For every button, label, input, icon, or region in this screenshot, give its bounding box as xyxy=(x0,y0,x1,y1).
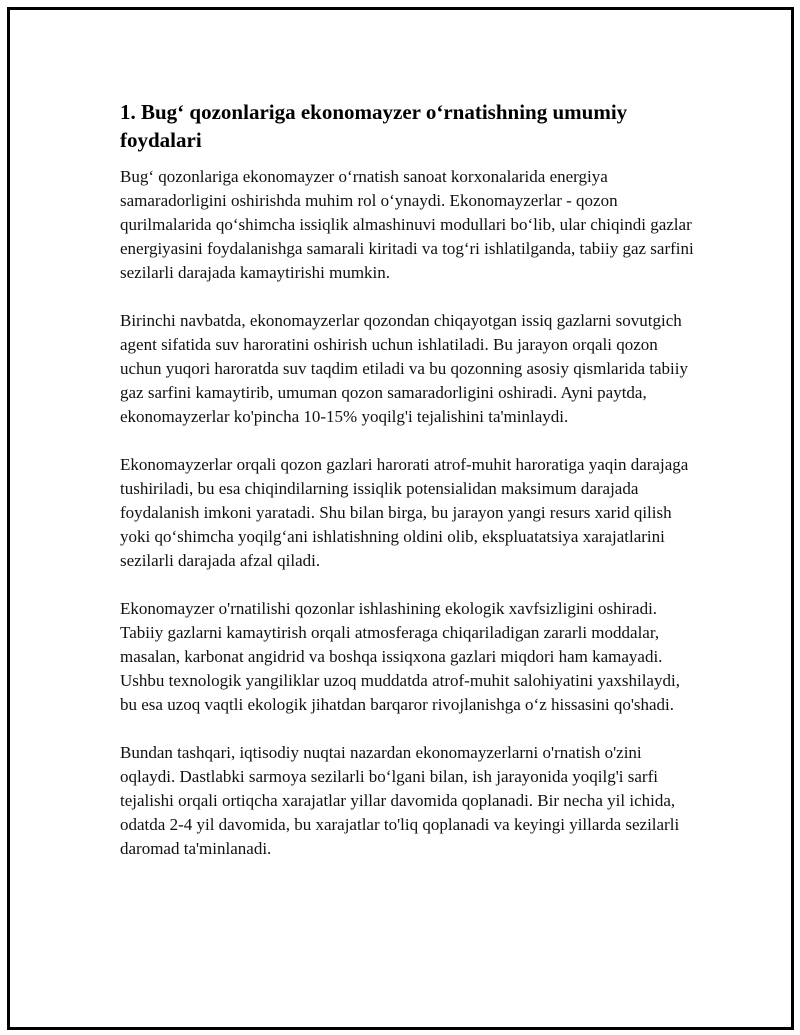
paragraph-first-point: Birinchi navbatda, ekonomayzerlar qozondan chiqayotgan issiq gazlarni sovutgich agent sifatida suv haroratini oshirish uchun ishlatiladi. Bu jarayon orqali qozon uchun yuqori haroratda suv taqdim etiladi va bu qozonning asosiy qismlarida tabiiy gaz sarfini kamaytirib, umuman qozon samaradorligini oshiradi. Ayni paytda, ekonomayzerlar ko'pincha 10-15% yoqilg'i tejalishini ta'minlaydi. xyxy=(120,311,688,426)
paragraph-ecology: Ekonomayzer o'rnatilishi qozonlar ishlashining ekologik xavfsizligini oshiradi. Tabiiy gazlarni kamaytirish orqali atmosferaga chiqariladigan zararli moddalar, masalan, karbonat angidrid va boshqa issiqxona gazlari miqdori ham kamayadi. Ushbu texnologik yangiliklar uzoq muddatda atrof-muhit salohiyatini yaxshilaydi, bu esa uzoq vaqtli ekologik jihatdan barqaror rivojlanishga o‘z hissasini qo'shadi. xyxy=(120,599,680,714)
section-heading: 1. Bug‘ qozonlariga ekonomayzer o‘rnatishning umumiy foydalari xyxy=(120,100,628,152)
paragraph-economics: Bundan tashqari, iqtisodiy nuqtai nazardan ekonomayzerlarni o'rnatish o'zini oqlaydi. Dastlabki sarmoya sezilarli bo‘lgani bilan, ish jarayonida yoqilg'i sarfi tejalishi orqali ortiqcha xarajatlar yillar davomida qoplanadi. Bir necha yil ichida, odatda 2-4 yil davomida, bu xarajatlar to'liq qoplanadi va keyingi yillarda sezilarli daromad ta'minlanadi. xyxy=(120,743,680,858)
page-frame xyxy=(7,7,794,1030)
document-body xyxy=(120,98,695,885)
paragraph-gas-temperature: Ekonomayzerlar orqali qozon gazlari harorati atrof-muhit haroratiga yaqin darajaga tushiriladi, bu esa chiqindilarning issiqlik potensialidan maksimum darajada foydalanish imkoni yaratadi. Shu bilan birga, bu jarayon yangi resurs xarid qilish yoki qo‘shimcha yoqilg‘ani ishlatishning oldini olib, ekspluatatsiya xarajatlarini sezilarli darajada afzal qiladi. xyxy=(120,455,689,570)
paragraph-intro: Bug‘ qozonlariga ekonomayzer o‘rnatish sanoat korxonalarida energiya samaradorligini oshirishda muhim rol o‘ynaydi. Ekonomayzerlar - qozon qurilmalarida qo‘shimcha issiqlik almashinuvi modullari bo‘lib, ular chiqindi gazlar energiyasini foydalanishga samarali kiritadi va tog‘ri ishlatilganda, tabiiy gaz sarfini sezilarli darajada kamaytirishi mumkin. xyxy=(120,167,694,282)
